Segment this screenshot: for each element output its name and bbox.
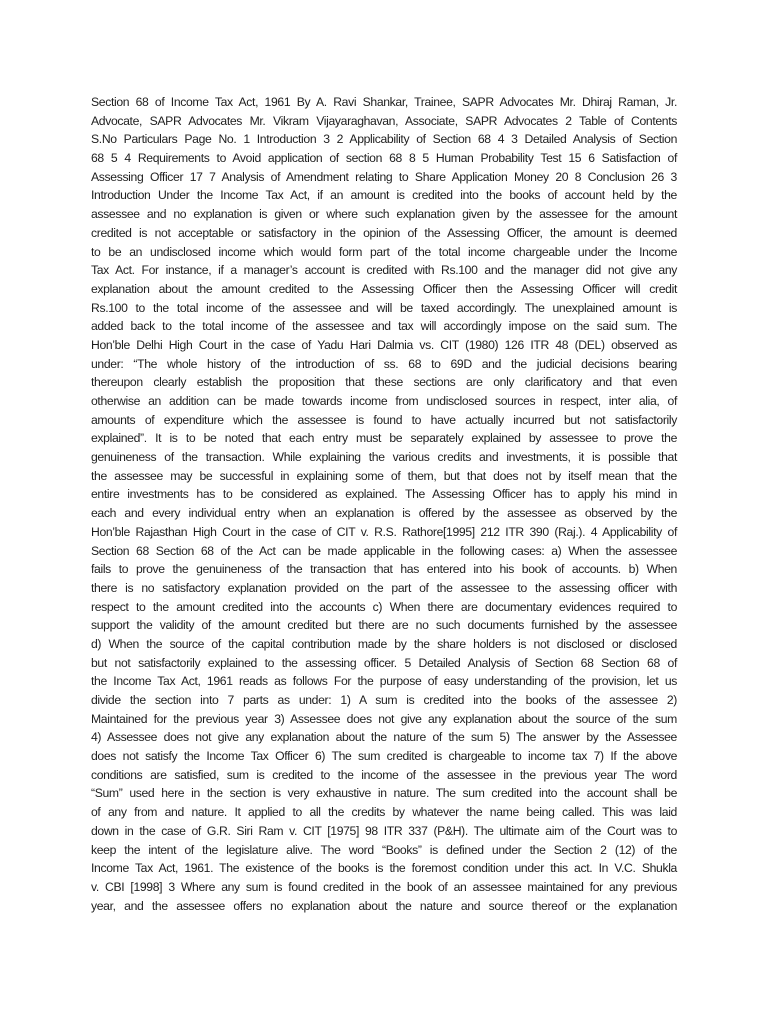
text-line: Maintained for the previous year 3) Assessee does not give any explanation about the source of the sum (91, 711, 677, 726)
text-line: “Sum” used here in the section is very exhaustive in nature. The sum credited into the account shall be (91, 786, 677, 801)
text-line: thereupon clearly establish the proposition that these sections are only clarificatory and that even (91, 375, 677, 390)
text-line: divide the section into 7 parts as under: 1) A sum is credited into the books of the assessee 2) (91, 693, 677, 707)
text-line: but not satisfactorily explained to the assessing officer. 5 Detailed Analysis of Section 68 Section 68 of (91, 655, 677, 670)
text-line: added back to the total income of the assessee and tax will accordingly impose on the said sum. The (91, 319, 677, 334)
text-line: support the validity of the amount credited but there are no such documents furnished by the assessee (91, 618, 677, 633)
text-line: credited is not acceptable or satisfactory in the opinion of the Assessing Officer, the amount is deemed (91, 225, 677, 240)
text-line: otherwise an addition can be made towards income from undisclosed sources in respect, inter alia, of (91, 394, 677, 408)
document-body (91, 93, 677, 915)
text-line: of any from and nature. It applied to all the credits by whatever the name being called. This was laid (91, 805, 677, 820)
text-line: v. CBI [1998] 3 Where any sum is found credited in the book of an assessee maintained for any previous (91, 879, 677, 894)
text-line: Section 68 of Income Tax Act, 1961 By A. Ravi Shankar, Trainee, SAPR Advocates Mr. Dhiraj Raman, Jr. (91, 95, 677, 109)
text-line: fails to prove the genuineness of the transaction that has entered into his book of accounts. b) When (91, 562, 677, 577)
text-line: S.No Particulars Page No. 1 Introduction 3 2 Applicability of Section 68 4 3 Detailed Analysis of Section (91, 132, 677, 147)
text-line: Income Tax Act, 1961. The existence of the books is the foremost condition under this act. In V.C. Shukla (91, 861, 677, 876)
text-line: explained”. It is to be noted that each entry must be separately explained by assessee to prove the (91, 431, 677, 446)
text-line: Hon’ble Rajasthan High Court in the case of CIT v. R.S. Rathore[1995] 212 ITR 390 (Raj.). 4 Applicability of (91, 524, 677, 539)
text-line: to be an undisclosed income which would form part of the total income chargeable under the Income (91, 244, 677, 259)
text-line: down in the case of G.R. Siri Ram v. CIT [1975] 98 ITR 337 (P&H). The ultimate aim of the Court was to (91, 823, 677, 838)
text-line: Introduction Under the Income Tax Act, if an amount is credited into the books of account held by the (91, 188, 677, 203)
text-line: the assessee may be successful in explaining some of them, but that does not by itself mean that the (91, 468, 677, 483)
text-line: Advocate, SAPR Advocates Mr. Vikram Vijayaraghavan, Associate, SAPR Advocates 2 Table of Contents (91, 113, 677, 128)
text-line: does not satisfy the Income Tax Officer 6) The sum credited is chargeable to income tax 7) If the above (91, 749, 677, 764)
text-line: year, and the assessee offers no explanation about the nature and source thereof or the explanation (91, 898, 677, 913)
text-line: each and every individual entry when an explanation is offered by the assessee as observed by the (91, 506, 677, 521)
text-line: there is no satisfactory explanation provided on the part of the assessee to the assessing officer with (91, 580, 677, 595)
text-line: Assessing Officer 17 7 Analysis of Amendment relating to Share Application Money 20 8 Conclusion 26 3 (91, 169, 677, 184)
text-line: keep the intent of the legislature alive. The word “Books” is defined under the Section 2 (12) of the (91, 842, 677, 857)
text-line: explanation about the amount credited to the Assessing Officer then the Assessing Officer will credit (91, 281, 677, 296)
text-line: 4) Assessee does not give any explanation about the nature of the sum 5) The answer by the Assessee (91, 730, 677, 745)
text-line: Tax Act. For instance, if a manager’s account is credited with Rs.100 and the manager did not give any (91, 263, 677, 278)
text-line: assessee and no explanation is given or where such explanation given by the assessee for the amount (91, 207, 677, 222)
text-line: conditions are satisfied, sum is credited to the income of the assessee in the previous year The word (91, 767, 677, 782)
text-line: under: “The whole history of the introduction of ss. 68 to 69D and the judicial decisions bearing (91, 356, 677, 371)
text-line: Rs.100 to the total income of the assessee and will be taxed accordingly. The unexplained amount is (91, 300, 677, 315)
text-line: d) When the source of the capital contribution made by the share holders is not disclosed or disclosed (91, 636, 677, 651)
text-line: 68 5 4 Requirements to Avoid application of section 68 8 5 Human Probability Test 15 6 Satisfaction of (91, 151, 677, 166)
text-line: Hon’ble Delhi High Court in the case of Yadu Hari Dalmia vs. CIT (1980) 126 ITR 48 (DEL) observed as (91, 337, 677, 352)
text-line: genuineness of the transaction. While explaining the various credits and investments, it is possible that (91, 450, 677, 465)
text-line: respect to the amount credited into the accounts c) When there are documentary evidences required to (91, 599, 677, 614)
text-line: entire investments has to be considered as explained. The Assessing Officer has to apply his mind in (91, 487, 677, 502)
text-line: the Income Tax Act, 1961 reads as follows For the purpose of easy understanding of the provision, let us (91, 674, 677, 689)
text-line: amounts of expenditure which the assessee is found to have actually incurred but not satisfactorily (91, 412, 677, 427)
text-line: Section 68 Section 68 of the Act can be made applicable in the following cases: a) When the assessee (91, 543, 677, 558)
